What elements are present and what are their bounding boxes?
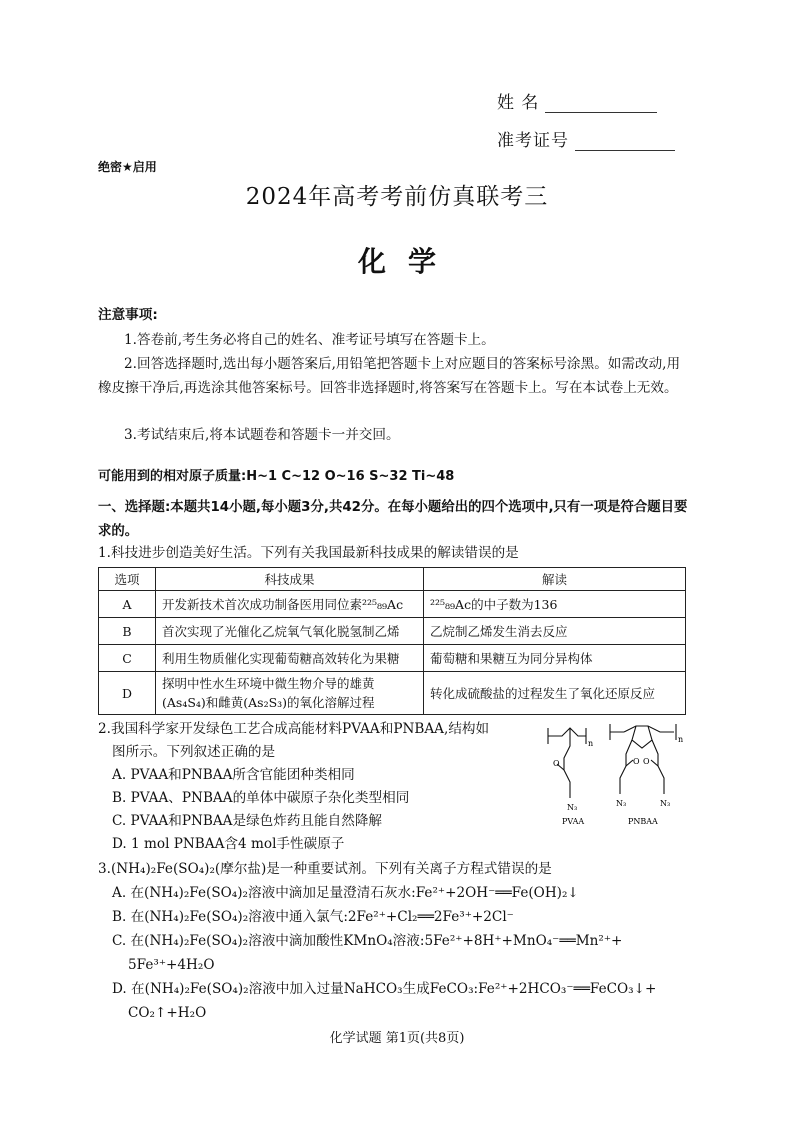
- q3-stem: 3.(NH₄)₂Fe(SO₄)₂(摩尔盐)是一种重要试剂。下列有关离子方程式错误的是: [98, 861, 552, 877]
- notice-item-1: 1.答卷前,考生务必将自己的姓名、准考证号填写在答题卡上。: [124, 332, 495, 348]
- table-row: [99, 672, 686, 715]
- pnbaa-label: PNBAA: [628, 817, 658, 824]
- table-header-row: [99, 568, 686, 591]
- q2-option-d: D. 1 mol PNBAA含4 mol手性碳原子: [112, 836, 345, 852]
- pnbaa-o-1: O: [633, 757, 640, 766]
- pvaa-label: PVAA: [562, 817, 585, 824]
- table-cell: 转化成硫酸盐的过程发生了氧化还原反应: [424, 672, 686, 715]
- table-cell: A: [99, 591, 156, 618]
- subject-title: 化学: [357, 245, 458, 278]
- table-cell: C: [99, 645, 156, 672]
- exam-id-label: 准考证号: [497, 131, 569, 151]
- exam-title: 2024年高考考前仿真联考三: [245, 184, 549, 210]
- table-row: [99, 591, 686, 618]
- notice-heading: 注意事项:: [98, 307, 158, 323]
- table-cell: 探明中性水生环境中微生物介导的雄黄(As₄S₄)和雌黄(As₂S₃)的氧化溶解过程: [156, 672, 424, 715]
- secret-mark: 绝密★启用: [98, 160, 157, 174]
- notice-item-3: 3.考试结束后,将本试题卷和答题卡一并交回。: [124, 427, 400, 443]
- notice-item-2: 2.回答选择题时,选出每小题答案后,用铅笔把答题卡上对应题目的答案标号涂黑。如需改动,用橡皮擦干净后,再选涂其他答案标号。回答非选择题时,将答案写在答题卡上。写在本试卷上无效。: [98, 356, 681, 396]
- name-field: [497, 88, 657, 113]
- exam-id-field: [497, 126, 675, 151]
- table-cell: 首次实现了光催化乙烷氧气氧化脱氢制乙烯: [156, 618, 424, 645]
- pnbaa-n3-1: N₃: [616, 799, 627, 808]
- table-cell: D: [99, 672, 156, 715]
- name-label: 姓 名: [497, 93, 540, 113]
- table-cell: 葡萄糖和果糖互为同分异构体: [424, 645, 686, 672]
- table-cell: 乙烷制乙烯发生消去反应: [424, 618, 686, 645]
- name-line: [545, 94, 657, 113]
- q1-table: [98, 567, 686, 715]
- q3-option-d-line-2: CO₂↑+H₂O: [128, 1005, 207, 1021]
- q3-option-d-line-1: D. 在(NH₄)₂Fe(SO₄)₂溶液中加入过量NaHCO₃生成FeCO₃:Fe²⁺+2HCO₃⁻══FeCO₃↓+: [112, 981, 657, 997]
- table-header: 科技成果: [156, 568, 424, 591]
- q2-stem-line-2: 图所示。下列叙述正确的是: [112, 744, 276, 760]
- q2-option-a: A. PVAA和PNBAA所含官能团种类相同: [112, 767, 355, 783]
- q3-option-c-line-1: C. 在(NH₄)₂Fe(SO₄)₂溶液中滴加酸性KMnO₄溶液:5Fe²⁺+8H⁺+MnO₄⁻══Mn²⁺+: [112, 933, 623, 949]
- q2-structure-figure: [540, 718, 690, 824]
- table-cell: 开发新技术首次成功制备医用同位素²²⁵₈₉Ac: [156, 591, 424, 618]
- pnbaa-n3-2: N₃: [660, 799, 671, 808]
- atomic-mass: 可能用到的相对原子质量:H~1 C~12 O~16 S~32 Ti~48: [98, 469, 455, 484]
- pnbaa-o-2: O: [643, 757, 650, 766]
- table-row: [99, 618, 686, 645]
- q2-option-c: C. PVAA和PNBAA是绿色炸药且能自然降解: [112, 813, 383, 829]
- q2-stem-line-1: 2.我国科学家开发绿色工艺合成高能材料PVAA和PNBAA,结构如: [98, 721, 490, 737]
- exam-id-line: [575, 132, 675, 151]
- table-cell: B: [99, 618, 156, 645]
- table-cell: 利用生物质催化实现葡萄糖高效转化为果糖: [156, 645, 424, 672]
- table-row: [99, 645, 686, 672]
- page-footer: 化学试题 第1页(共8页): [329, 1031, 465, 1046]
- pvaa-n: n: [588, 739, 594, 748]
- q2-option-b: B. PVAA、PNBAA的单体中碳原子杂化类型相同: [112, 790, 410, 806]
- table-header: 解读: [424, 568, 686, 591]
- table-header: 选项: [99, 568, 156, 591]
- pnbaa-n: n: [678, 735, 684, 744]
- pvaa-o: O: [553, 759, 560, 768]
- section-1-heading: 一、选择题:本题共14小题,每小题3分,共42分。在每小题给出的四个选项中,只有一项是符合题目要求的。: [98, 500, 688, 539]
- pvaa-n3: N₃: [567, 803, 578, 812]
- q3-option-b: B. 在(NH₄)₂Fe(SO₄)₂溶液中通入氯气:2Fe²⁺+Cl₂══2Fe³⁺+2Cl⁻: [112, 909, 514, 925]
- table-cell: ²²⁵₈₉Ac的中子数为136: [424, 591, 686, 618]
- q3-option-a: A. 在(NH₄)₂Fe(SO₄)₂溶液中滴加足量澄清石灰水:Fe²⁺+2OH⁻══Fe(OH)₂↓: [112, 885, 579, 901]
- q1-stem: 1.科技进步创造美好生活。下列有关我国最新科技成果的解读错误的是: [98, 545, 519, 561]
- q3-option-c-line-2: 5Fe³⁺+4H₂O: [128, 957, 215, 973]
